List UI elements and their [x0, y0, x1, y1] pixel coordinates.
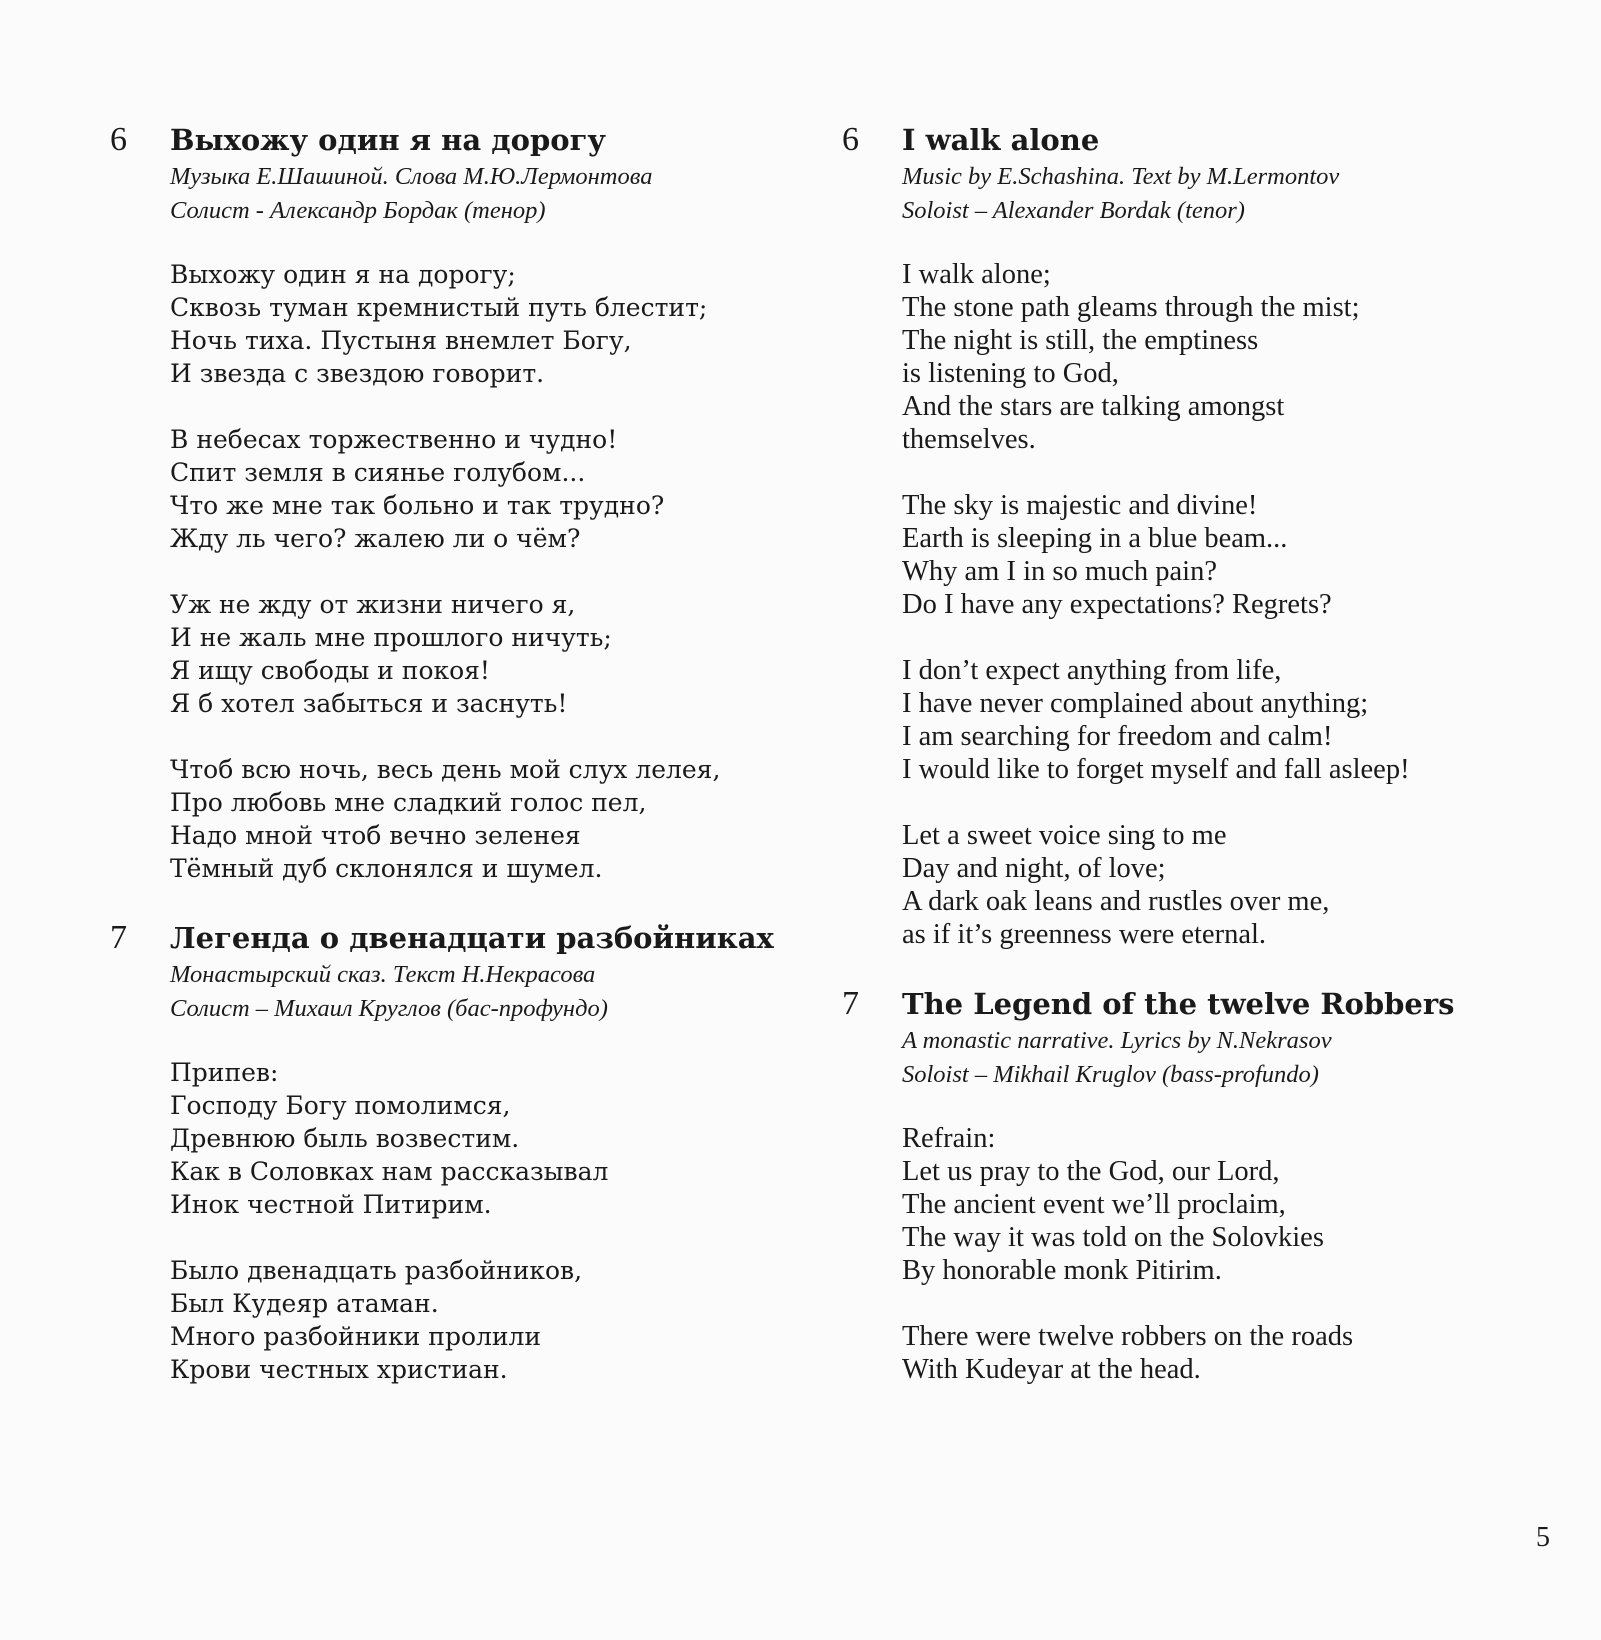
stanza [170, 423, 830, 555]
lyric-line: And the stars are talking amongst [902, 391, 1285, 422]
track-title: Выхожу один я на дорогу [170, 123, 606, 157]
lyric-line: Много разбойники пролили [170, 1322, 542, 1351]
lyric-line: Чтоб всю ночь, весь день мой слух лелея, [170, 755, 721, 784]
lyric-line: I have never complained about anything; [902, 688, 1369, 719]
stanza [170, 588, 830, 720]
lyric-line: I would like to forget myself and fall asleep! [902, 754, 1410, 785]
lyric-line: Что же мне так больно и так трудно? [170, 491, 665, 520]
track-credits: Солист – Михаил Круглов (бас-профундо) [170, 995, 608, 1022]
russian-column [110, 120, 830, 1419]
page-number: 5 [1536, 1522, 1550, 1553]
track-number: 6 [110, 121, 127, 158]
track-section [110, 918, 830, 1386]
lyric-line: Выхожу один я на дорогу; [170, 260, 516, 289]
lyric-line: The ancient event we’ll proclaim, [902, 1189, 1286, 1220]
lyric-line: Инок честной Питирим. [170, 1190, 492, 1219]
track-title: Легенда о двенадцати разбойниках [170, 921, 774, 955]
track-number: 6 [842, 121, 859, 158]
lyric-line: Let us pray to the God, our Lord, [902, 1156, 1280, 1187]
english-column [842, 120, 1582, 1419]
lyrics [170, 258, 830, 885]
lyric-line: Господу Богу помолимся, [170, 1091, 511, 1120]
lyrics [902, 1122, 1582, 1386]
lyric-line: Припев: [170, 1058, 279, 1087]
track-body [170, 918, 830, 1386]
track-credits: Soloist – Alexander Bordak (tenor) [902, 197, 1245, 224]
stanza [902, 1122, 1582, 1287]
lyric-line: Жду ль чего? жалею ли о чём? [170, 524, 581, 553]
lyric-line: The stone path gleams through the mist; [902, 292, 1360, 323]
lyric-line: The night is still, the emptiness [902, 325, 1259, 356]
track-body [902, 984, 1582, 1386]
lyric-line: The sky is majestic and divine! [902, 490, 1258, 521]
lyric-line: Уж не жду от жизни ничего я, [170, 590, 576, 619]
lyric-line: В небесах торжественно и чудно! [170, 425, 618, 454]
stanza [902, 489, 1582, 621]
lyric-line: Спит земля в сиянье голубом... [170, 458, 586, 487]
track-body [902, 120, 1582, 951]
lyric-line: Do I have any expectations? Regrets? [902, 589, 1332, 620]
lyric-line: Ночь тиха. Пустыня внемлет Богу, [170, 326, 632, 355]
lyric-line: Earth is sleeping in a blue beam... [902, 523, 1288, 554]
stanza [170, 258, 830, 390]
stanza [902, 1320, 1582, 1386]
stanza [902, 258, 1582, 456]
track-number: 7 [842, 985, 859, 1022]
lyric-line: is listening to God, [902, 358, 1119, 389]
lyric-line: With Kudeyar at the head. [902, 1354, 1201, 1385]
lyric-line: Refrain: [902, 1123, 996, 1154]
track-title: I walk alone [902, 123, 1100, 157]
lyric-line: as if it’s greenness were eternal. [902, 919, 1267, 950]
track-credits: Музыка Е.Шашиной. Слова М.Ю.Лермонтова [170, 163, 653, 190]
lyric-line: Надо мной чтоб вечно зеленея [170, 821, 581, 850]
lyric-line: By honorable monk Pitirim. [902, 1255, 1222, 1286]
lyric-line: Сквозь туман кремнистый путь блестит; [170, 293, 708, 322]
track-title: The Legend of the twelve Robbers [902, 987, 1455, 1021]
lyric-line: Day and night, of love; [902, 853, 1166, 884]
lyrics [170, 1056, 830, 1386]
lyric-line: Я б хотел забыться и заснуть! [170, 689, 568, 718]
track-credits: A monastic narrative. Lyrics by N.Nekrasov [902, 1027, 1332, 1054]
stanza [902, 654, 1582, 786]
lyric-line: A dark oak leans and rustles over me, [902, 886, 1330, 917]
track-section [842, 984, 1582, 1386]
lyric-line: There were twelve robbers on the roads [902, 1321, 1354, 1352]
lyric-line: themselves. [902, 424, 1036, 455]
stanza [902, 819, 1582, 951]
lyrics [902, 258, 1582, 951]
stanza [170, 1254, 830, 1386]
lyric-line: Let a sweet voice sing to me [902, 820, 1227, 851]
track-credits: Солист - Александр Бордак (тенор) [170, 197, 546, 224]
lyric-line: I walk alone; [902, 259, 1051, 290]
lyric-line: Древнюю быль возвестим. [170, 1124, 520, 1153]
track-credits: Монастырский сказ. Текст Н.Некрасова [170, 961, 596, 988]
lyric-line: И звезда с звездою говорит. [170, 359, 545, 388]
track-number: 7 [110, 919, 127, 956]
lyric-line: Про любовь мне сладкий голос пел, [170, 788, 647, 817]
lyric-line: Тёмный дуб склонялся и шумел. [170, 854, 603, 883]
stanza [170, 1056, 830, 1221]
track-credits: Soloist – Mikhail Kruglov (bass-profundo) [902, 1061, 1319, 1088]
lyric-line: The way it was told on the Solovkies [902, 1222, 1324, 1253]
lyric-line: Как в Соловках нам рассказывал [170, 1157, 609, 1186]
lyric-line: Я ищу свободы и покоя! [170, 656, 490, 685]
track-credits: Music by E.Schashina. Text by M.Lermontov [902, 163, 1340, 190]
stanza [170, 753, 830, 885]
track-section [110, 120, 830, 885]
lyric-line: Why am I in so much pain? [902, 556, 1218, 587]
lyric-line: I don’t expect anything from life, [902, 655, 1282, 686]
track-body [170, 120, 830, 885]
lyric-line: Был Кудеяр атаман. [170, 1289, 439, 1318]
lyric-line: I am searching for freedom and calm! [902, 721, 1333, 752]
lyric-line: Было двенадцать разбойников, [170, 1256, 583, 1285]
track-section [842, 120, 1582, 951]
lyric-line: И не жаль мне прошлого ничуть; [170, 623, 612, 652]
lyric-line: Крови честных христиан. [170, 1355, 508, 1384]
